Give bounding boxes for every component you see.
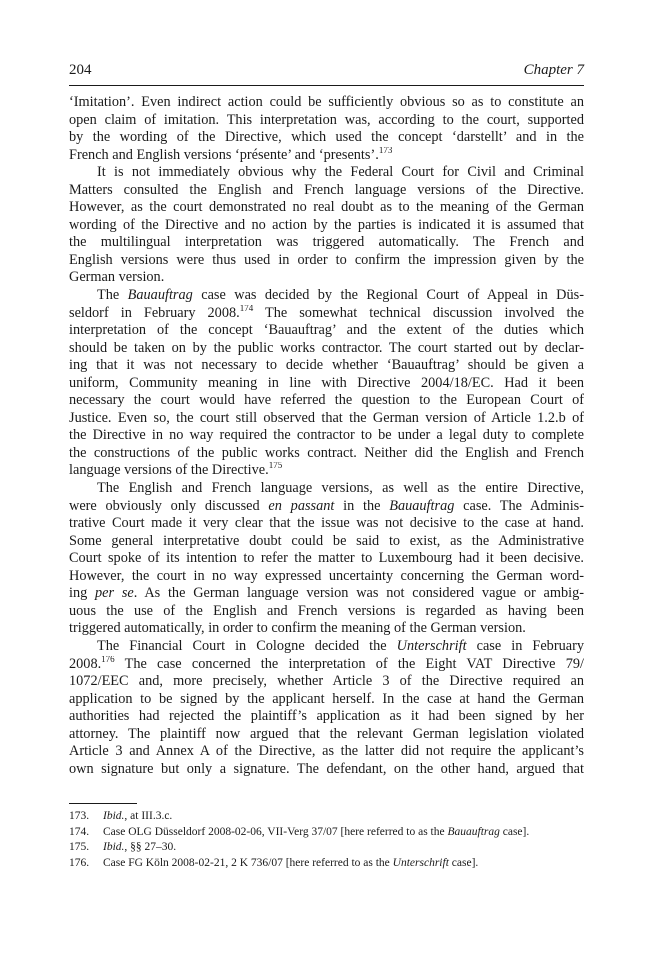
line-text: 2008. — [69, 655, 102, 672]
text-line: Some general interpretative doubt could be said to exist, as the Administrative — [69, 532, 584, 549]
line-text: French and English versions ‘présente’ and ‘presents’. — [69, 146, 379, 163]
text-line: Justice. Even so, the court still observed that the German version of Article 1.2.b of — [69, 409, 584, 426]
text-line — [69, 147, 584, 165]
footnote-ref-176[interactable]: 176 — [101, 655, 115, 664]
text-line: English versions were thus used in order to confirm the impression given by the — [69, 251, 584, 268]
footnote-rule — [69, 803, 137, 804]
text-line: the constructions of the public works contract. Neither did the English and French — [69, 444, 584, 461]
line-text: The case concerned the interpretation of the Eight VAT Directive 79/ — [114, 655, 584, 672]
footnote-number: 174. — [69, 825, 90, 838]
text-line: should be taken on by the public works contractor. The court started out by declar- — [69, 339, 584, 356]
text-line: It is not immediately obvious why the Federal Court for Civil and Criminal — [97, 164, 584, 181]
text-line: Court spoke of its intention to refer the matter to Luxembourg had it been decisive. — [69, 550, 584, 567]
text-line — [69, 305, 584, 323]
footnote-italic: Bauauftrag — [447, 825, 500, 838]
text-line: 1072/EEC and, more precisely, whether Article 3 of the Directive required an — [69, 673, 584, 690]
line-text: The somewhat technical discussion involved the — [253, 304, 584, 321]
text-line — [69, 287, 584, 305]
text-line: wording of the Directive and no action by the parties is indicated it is assumed that — [69, 216, 584, 233]
footnote-175 — [69, 840, 599, 856]
line-text: case in February — [466, 637, 584, 654]
header-rule — [69, 85, 584, 86]
text-line — [69, 462, 584, 480]
text-line — [69, 498, 584, 516]
text-line: However, the court in no way expressed uncertainty concerning the German word- — [69, 567, 584, 584]
text-line: application to be signed by the applicant herself. In the case at hand the German — [69, 690, 584, 707]
text-line: authorities had rejected the plaintiff’s application as it had been signed by her — [69, 708, 584, 725]
footnote-italic: Ibid. — [103, 810, 125, 822]
footnote-italic: Ibid. — [103, 841, 125, 854]
footnote-number: 175. — [69, 841, 90, 854]
text-line: Article 3 and Annex A of the Directive, as the latter did not require the applicant’s — [69, 743, 584, 760]
text-line: attorney. The plaintiff now argued that the relevant German legislation violated — [69, 725, 584, 742]
italic-phrase: en passant — [268, 497, 335, 514]
line-text: ing — [69, 585, 96, 602]
case-name-italic: Bauauftrag — [127, 287, 193, 304]
text-line: open claim of imitation. This interpretation was, according to the court, supported — [69, 111, 584, 128]
footnote-number: 173. — [69, 810, 90, 822]
footnote-ref-175[interactable]: 175 — [268, 462, 283, 471]
text-line — [69, 585, 584, 603]
case-name-italic: Unterschrift — [396, 637, 467, 654]
text-line: However, as the court demonstrated no real doubt as to the meaning of the German — [69, 199, 584, 216]
text-line: uniform, Community meaning in line with Directive 2004/18/EC. Had it been — [69, 374, 584, 391]
line-text: case was decided by the Regional Court of Appeal in Düs- — [192, 287, 584, 304]
footnote-173 — [69, 809, 599, 825]
text-line: interpretation of the concept ‘Bauauftrag’ and the extent of the duties which — [69, 322, 584, 339]
text-line: Matters consulted the English and French language versions of the Directive. — [69, 181, 584, 198]
text-line: trative Court made it very clear that the issue was not decisive to the case at hand. — [69, 515, 584, 532]
footnote-text: , at III.3.c. — [124, 810, 173, 822]
line-text: in the — [334, 497, 390, 514]
text-line: necessary the court would have referred the question to the European Court of — [69, 392, 584, 409]
footnote-number: 176. — [69, 856, 90, 869]
text-line: by the wording of the Directive, which used the concept ‘darstellt’ and in the — [69, 129, 584, 146]
line-text: The Financial Court in Cologne decided the — [97, 637, 397, 654]
footnote-174 — [69, 825, 599, 841]
text-line: triggered automatically, in order to confirm the meaning of the German version. — [69, 620, 526, 637]
text-line: The English and French language versions, as well as the entire Directive, — [97, 480, 584, 497]
page-number: 204 — [69, 62, 92, 78]
text-line — [69, 656, 584, 674]
line-text: were obviously only discussed — [69, 497, 269, 514]
footnote-text: , §§ 27–30. — [124, 841, 177, 854]
line-text: The — [97, 287, 128, 304]
line-text: . As the German language version was not considered vague or ambig- — [133, 585, 584, 602]
text-line: the Directive in no way required the contractor to be under a legal duty to complete — [69, 427, 584, 444]
footnotes — [69, 809, 599, 871]
body-text — [69, 94, 584, 778]
chapter-title: Chapter 7 — [523, 62, 584, 78]
text-line: ing that it was not necessary to decide whether ‘Bauauftrag’ should be given a — [69, 357, 584, 374]
footnote-text: Case FG Köln 2008-02-21, 2 K 736/07 [here referred to as the — [103, 856, 393, 869]
text-line: the multilingual interpretation was triggered automatically. The French and — [69, 234, 584, 251]
text-line: own signature but only a signature. The defendant, on the other hand, argued that — [69, 760, 584, 777]
line-text: case. The Adminis- — [454, 497, 584, 514]
text-line: ‘Imitation’. Even indirect action could be sufficiently obvious so as to constitute an — [69, 94, 584, 110]
footnote-italic: Unterschrift — [392, 856, 449, 869]
text-line: uous the use of the English and French versions is regarded as having been — [69, 602, 584, 619]
footnote-176 — [69, 856, 599, 872]
line-text: seldorf in February 2008. — [69, 304, 240, 321]
footnote-ref-174[interactable]: 174 — [239, 304, 254, 313]
footnote-text: case]. — [499, 825, 530, 838]
text-line: German version. — [69, 269, 165, 286]
text-line — [69, 638, 584, 656]
line-text: language versions of the Directive. — [69, 462, 269, 479]
footnote-ref-173[interactable]: 173 — [378, 146, 393, 155]
footnote-text: case]. — [448, 856, 479, 869]
italic-phrase: per se — [95, 585, 134, 602]
running-header — [69, 62, 584, 84]
case-name-italic: Bauauftrag — [389, 497, 455, 514]
footnote-text: Case OLG Düsseldorf 2008-02-06, VII-Verg 37/07 [here referred to as the — [103, 825, 448, 838]
